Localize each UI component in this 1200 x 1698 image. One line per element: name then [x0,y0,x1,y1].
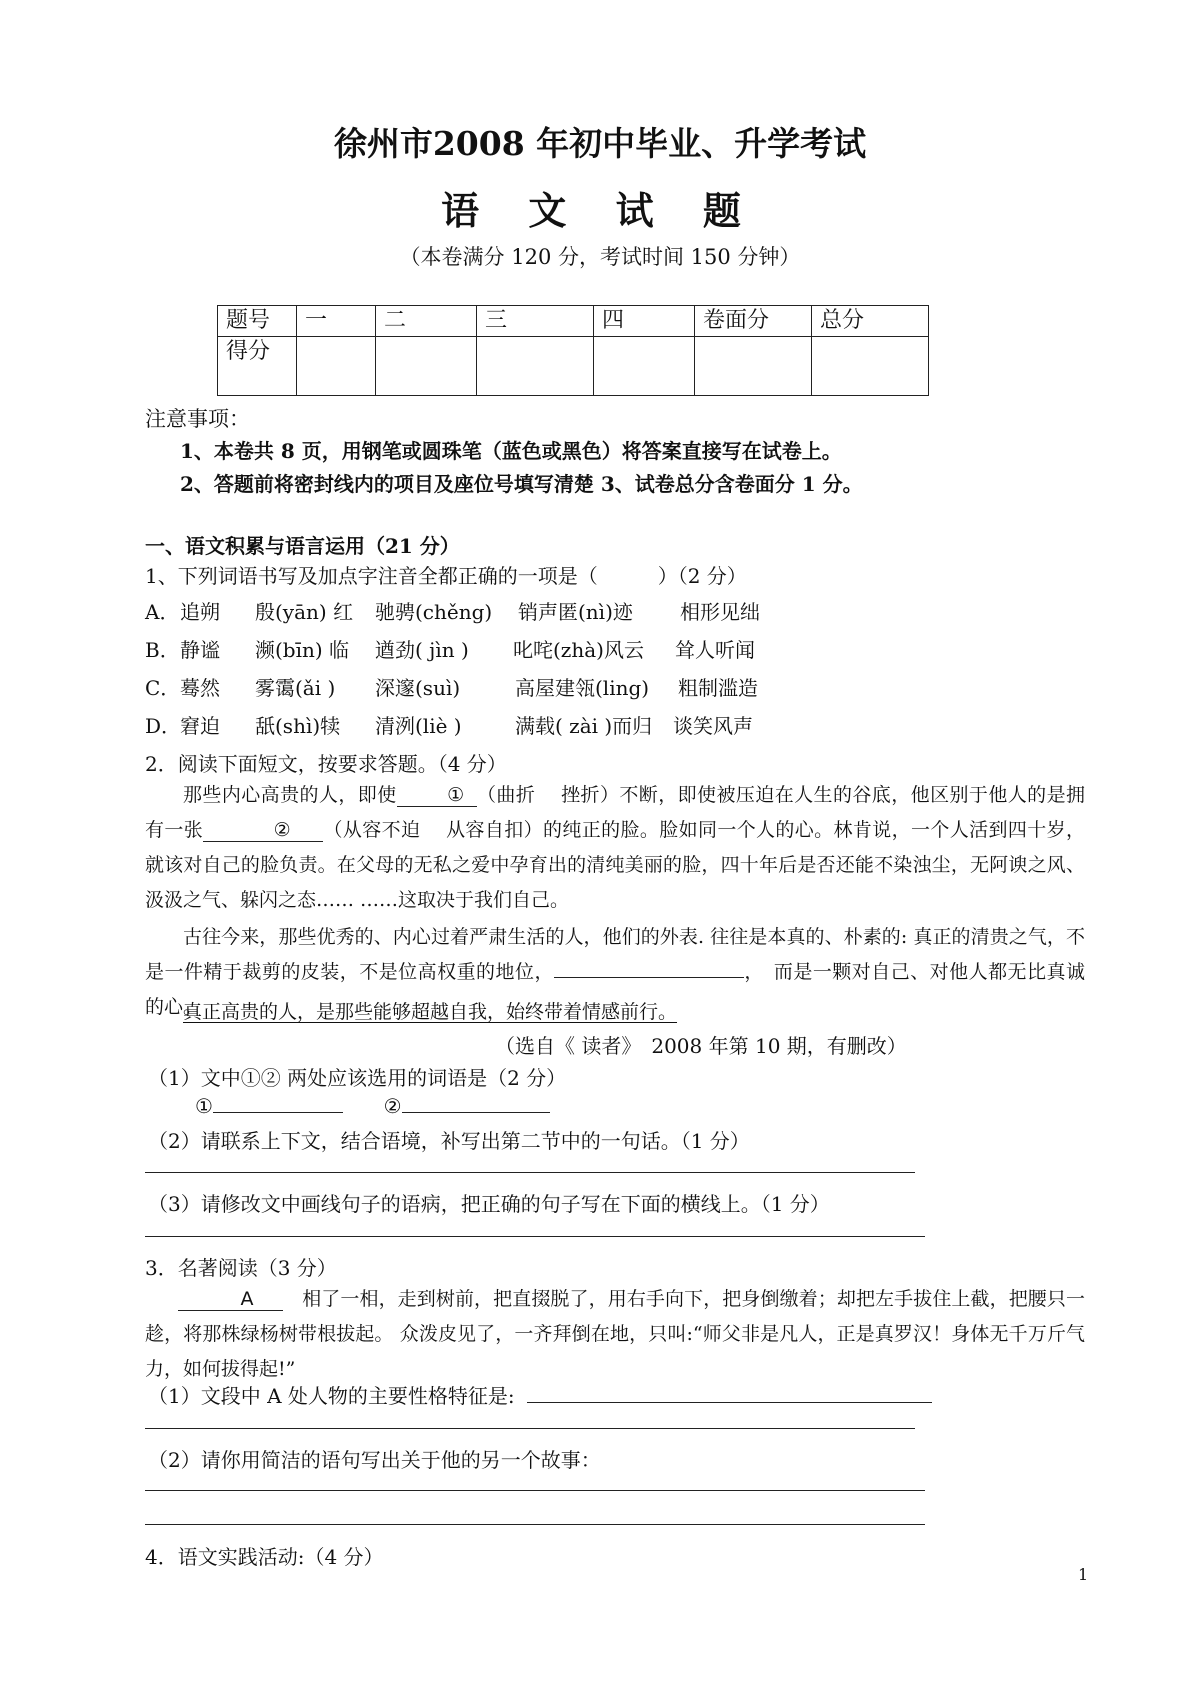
option-word: 殷(yān) 红 [255,600,354,624]
marker-1: ① [195,1094,213,1118]
option-word: 雾霭(ǎi ) [255,676,336,700]
q2-stem: 2．阅读下面短文，按要求答题。（4 分） [145,752,507,776]
score-table-header: 题号 [218,306,297,337]
option-letter: C． [145,676,181,700]
answer-blank-1[interactable] [213,1112,343,1113]
score-table-header: 四 [594,306,695,337]
q3-sub2: （2）请你用简洁的语句写出关于他的另一个故事： [148,1448,601,1472]
option-word: 深邃(suì) [375,676,461,700]
score-cell[interactable] [376,337,477,396]
q2-sub2: （2）请联系上下文，结合语境，补写出第二节中的一句话。（1 分） [148,1129,750,1153]
q2-paragraph-1 [145,778,1085,918]
blank-1[interactable]: ① [397,784,477,807]
score-cell[interactable] [477,337,594,396]
subject-title: 语 文 试 题 [441,188,759,233]
answer-line[interactable] [145,1172,915,1173]
q2-underlined-sentence [183,997,677,1024]
score-table-header: 三 [477,306,594,337]
notice-title: 注意事项： [145,407,250,431]
answer-line[interactable] [145,1490,925,1491]
section-heading: 一、语文积累与语言运用（21 分） [145,534,460,558]
q2-sub1-answer [195,1094,550,1118]
passage-text: 古往今来，那些优秀的、内心过着严肃生活的人，他们的外表. 往往是本真的、朴素的: 真正的清贵之气，不是一件精于裁剪的皮装，不是位高权重的地位， [145,926,1085,983]
option-word: 驰骋(chěng) [375,600,493,624]
score-cell[interactable] [695,337,812,396]
score-table-header: 卷面分 [695,306,812,337]
option-word: 满载( zài )而归 [515,714,653,738]
option-letter: B． [145,638,180,662]
answer-blank[interactable] [527,1402,932,1403]
score-table [217,305,929,396]
option-word: 濒(bīn) 临 [255,638,350,662]
passage-text: （从容不迫 从容自扣）的纯正的脸。脸如同一个人的心。林肯说，一个人活到四十岁，就该对自己的脸负责。在父母的无私之爱中孕育出的清纯美丽的脸，四十年后是否还能不染浊尘，无阿谀之风、汲汲之气、躲闪之态…… ……这取决于我们自己。 [145,819,1085,911]
character-blank[interactable]: A [178,1288,283,1311]
q3-stem: 3．名著阅读（3 分） [145,1256,337,1280]
option-word: 追朔 [180,600,220,624]
score-cell[interactable] [297,337,376,396]
option-word: 清洌(liè ) [375,714,462,738]
passage-text: （曲折 挫折）不断，即使被压迫在人生的谷底，他区别于他人的是拥有一张 [145,784,1085,841]
page-number: 1 [1078,1565,1089,1584]
q1-stem: 1、下列词语书写及加点字注音全都正确的一项是（ ）（2 分） [145,564,747,588]
fill-in-blank[interactable] [554,977,744,978]
option-letter: A． [145,600,180,624]
marker-2: ② [383,1094,402,1118]
option-letter: D． [145,714,182,738]
notice-item-2: 2、答题前将密封线内的项目及座位号填写清楚 3、试卷总分含卷面分 1 分。 [180,472,863,496]
q2-sub3: （3）请修改文中画线句子的语病，把正确的句子写在下面的横线上。（1 分） [148,1192,830,1216]
answer-line[interactable] [145,1428,915,1429]
answer-blank-2[interactable] [402,1112,550,1113]
score-table-header-row [218,306,929,337]
q2-source: （选自《 读者》 2008 年第 10 期，有删改） [495,1034,907,1058]
option-word: 叱咤(zhà)风云 [513,638,644,662]
score-cell[interactable] [594,337,695,396]
notice-item-1: 1、本卷共 8 页，用钢笔或圆珠笔（蓝色或黑色）将答案直接写在试卷上。 [180,439,842,463]
option-word: 相形见绌 [680,600,760,624]
passage-text: 那些内心高贵的人，即使 [183,784,397,806]
score-table-header: 总分 [812,306,929,337]
option-word: 蓦然 [180,676,220,700]
exam-title: 徐州市2008 年初中毕业、升学考试 [333,124,867,163]
option-word: 静谧 [180,638,220,662]
blank-2[interactable]: ② [203,819,323,842]
q4-stem: 4．语文实践活动:（4 分） [145,1545,384,1569]
passage-text: ， 而是一颗对自己、对他人都无比真诚的心。 [145,961,1085,1018]
score-table-header: 二 [376,306,477,337]
option-word: 耸人听闻 [675,638,755,662]
score-row-label: 得分 [218,337,297,396]
score-table-score-row [218,337,929,396]
exam-subtitle: （本卷满分 120 分，考试时间 150 分钟） [399,245,801,269]
passage-text: 相了一相，走到树前，把直掇脱了，用右手向下，把身倒缴着；却把左手拔住上截，把腰只一趁，将那株绿杨树带根拔起。 众泼皮见了，一齐拜倒在地，只叫:“师父非是凡人，正是真罗汉！身体无千万斤气力，如何拔得起!” [145,1288,1085,1380]
option-word: 遒劲( jìn ) [375,638,469,662]
answer-line[interactable] [145,1236,925,1237]
score-cell[interactable] [812,337,929,396]
option-word: 谈笑风声 [673,714,753,738]
q2-sub1: （1）文中①② 两处应该选用的词语是（2 分） [148,1066,567,1090]
option-word: 舐(shì)犊 [255,714,341,738]
option-word: 窘迫 [180,714,220,738]
q3-passage [145,1282,1085,1387]
answer-line[interactable] [145,1524,925,1525]
q3-sub1 [148,1380,932,1409]
option-word: 粗制滥造 [678,676,758,700]
underlined-text: 真正高贵的人，是那些能够超越自我，始终带着情感前行。 [183,1001,678,1023]
option-word: 销声匿(nì)迹 [518,600,633,624]
option-word: 高屋建瓴(ling) [515,676,650,700]
question-text: （1）文段中 A 处人物的主要性格特征是: [148,1384,515,1408]
score-table-header: 一 [297,306,376,337]
